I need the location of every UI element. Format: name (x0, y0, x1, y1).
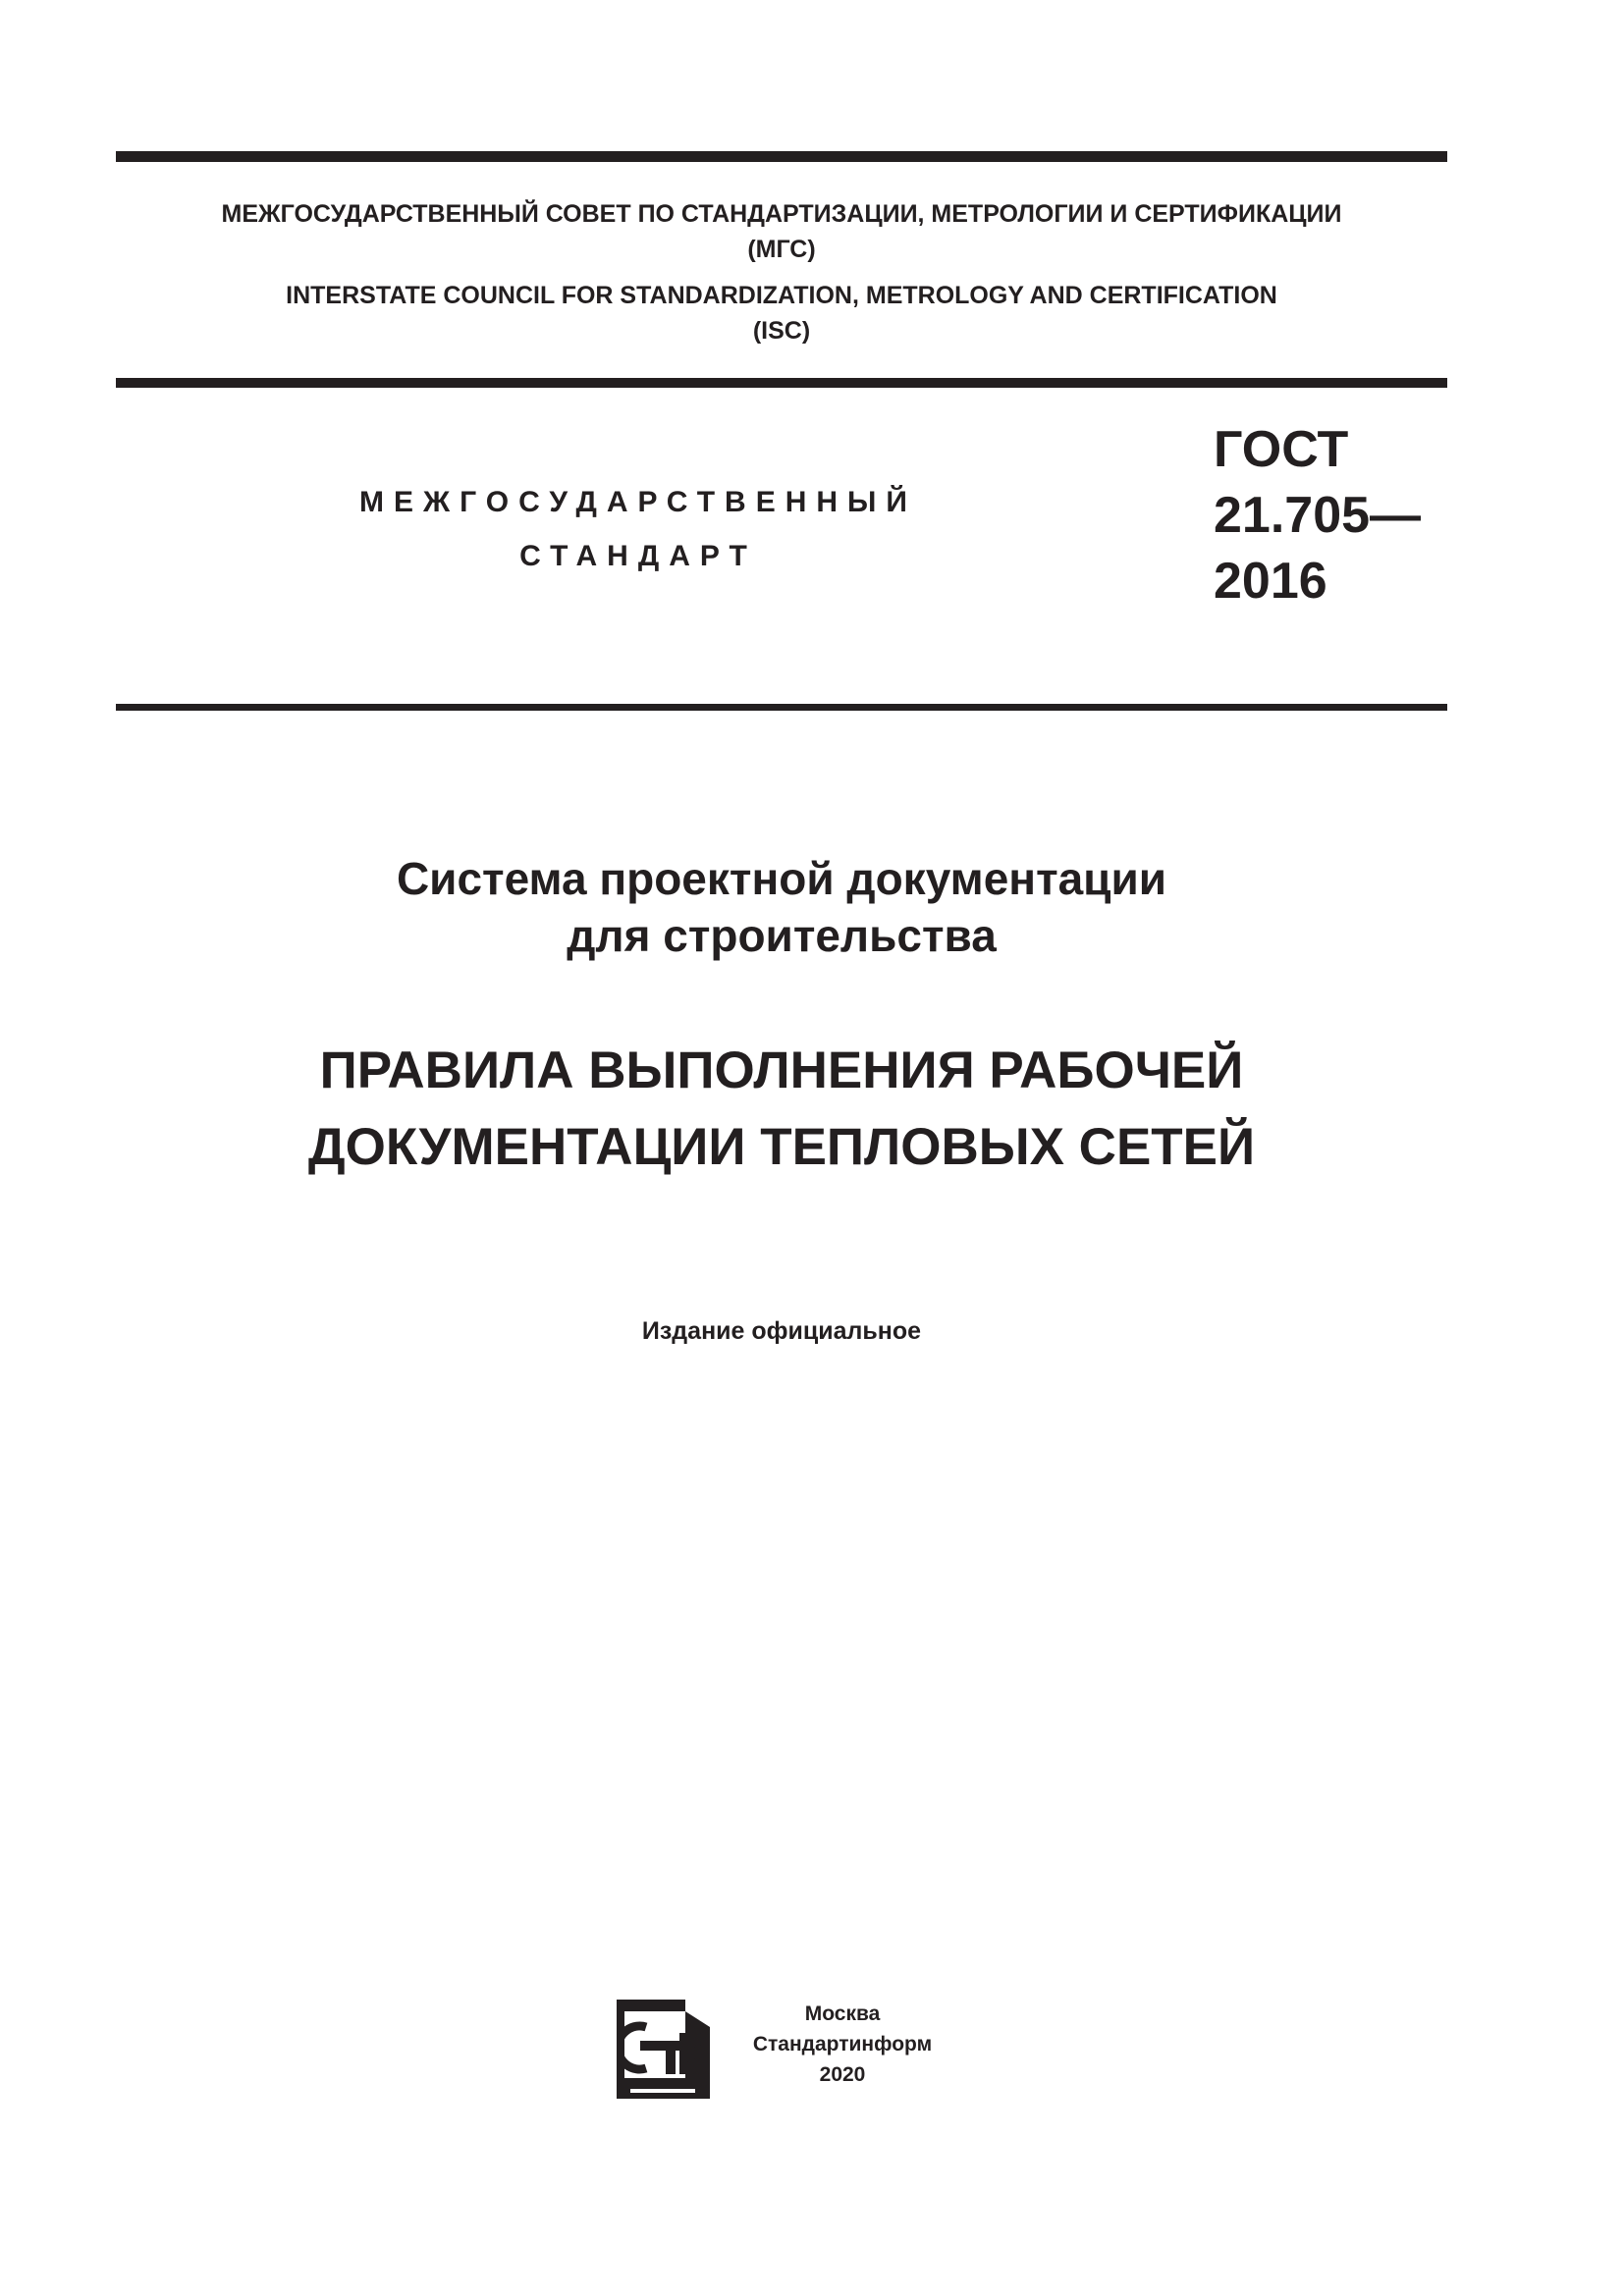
document-title (116, 1033, 1447, 1186)
council-ru-line1: МЕЖГОСУДАРСТВЕННЫЙ СОВЕТ ПО СТАНДАРТИЗАЦИИ, МЕТРОЛОГИИ И СЕРТИФИКАЦИИ (221, 200, 1342, 228)
series-title (116, 850, 1447, 964)
publisher-block (725, 1999, 960, 2090)
standard-type-line1: МЕЖГОСУДАРСТВЕННЫЙ (359, 486, 917, 518)
council-name-en (116, 278, 1447, 348)
document-title-line2: ДОКУМЕНТАЦИИ ТЕПЛОВЫХ СЕТЕЙ (307, 1118, 1256, 1176)
standard-type (324, 475, 952, 583)
edition-note: Издание официальное (641, 1317, 922, 1345)
publication-year: 2020 (819, 2063, 866, 2086)
document-title-line1: ПРАВИЛА ВЫПОЛНЕНИЯ РАБОЧЕЙ (319, 1041, 1244, 1099)
council-name-ru (116, 196, 1447, 267)
gost-year: 2016 (1214, 553, 1327, 610)
top-divider (116, 151, 1447, 162)
gost-label: ГОСТ (1214, 421, 1349, 478)
gost-number: 21.705— (1214, 487, 1422, 544)
series-title-line1: Система проектной документации (396, 853, 1167, 904)
middle-divider (116, 378, 1447, 388)
standartinform-logo-icon (617, 2000, 710, 2099)
council-en-line1: INTERSTATE COUNCIL FOR STANDARDIZATION, METROLOGY AND CERTIFICATION (286, 282, 1277, 309)
council-en-abbreviation: (ISC) (752, 317, 811, 345)
council-ru-abbreviation: (МГС) (747, 236, 816, 263)
series-title-line2: для строительства (567, 910, 997, 961)
standard-type-line2: СТАНДАРТ (519, 540, 757, 572)
gost-designation (1214, 417, 1421, 614)
publisher-name: Стандартинформ (752, 2033, 933, 2056)
publisher-city: Москва (804, 2002, 881, 2025)
lower-divider (116, 704, 1447, 711)
